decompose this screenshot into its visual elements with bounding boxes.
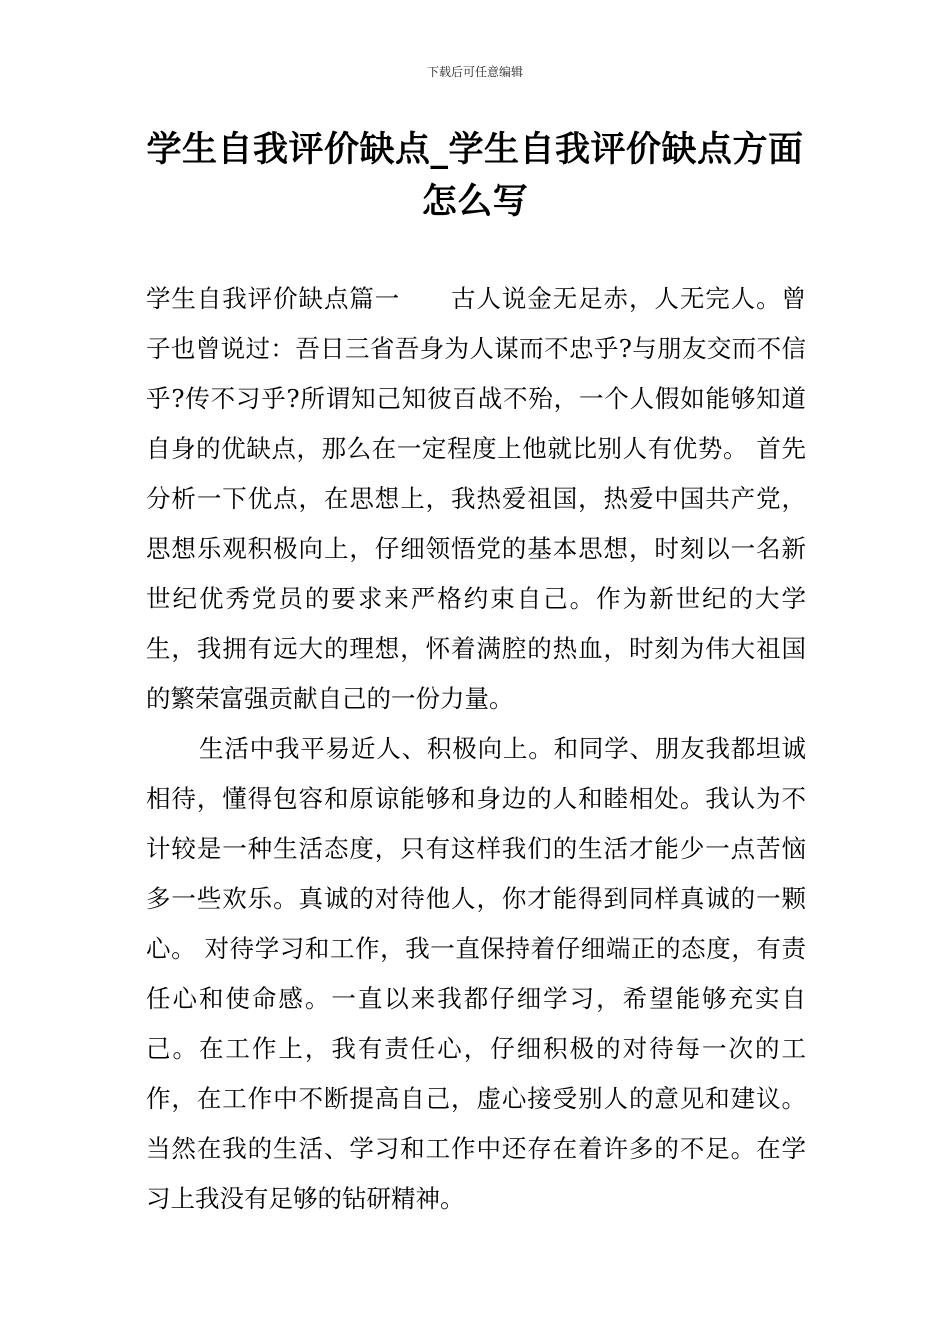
document-body: [146, 274, 806, 1224]
header-note: 下载后可任意编辑: [426, 65, 523, 79]
paragraph: 学生自我评价缺点篇一 古人说金无足赤，人无完人。曾子也曾说过：吾日三省吾身为人谋而不忠乎?与朋友交而不信乎?传不习乎?所谓知己知彼百战不殆，一个人假如能够知道自身的优缺点，那么在一定程度上他就比别人有优势。 首先分析一下优点，在思想上，我热爱祖国，热爱中国共产党，思想乐观积极向上，仔细领悟党的基本思想，时刻以一名新世纪优秀党员的要求来严格约束自己。作为新世纪的大学生，我拥有远大的理想，怀着满腔的热血，时刻为伟大祖国的繁荣富强贡献自己的一份力量。: [146, 284, 806, 713]
document-title: 学生自我评价缺点_学生自我评价缺点方面怎么写: [146, 130, 804, 222]
paragraph: 生活中我平易近人、积极向上。和同学、朋友我都坦诚相待，懂得包容和原谅能够和身边的人和睦相处。我认为不计较是一种生活态度，只有这样我们的生活才能少一点苦恼多一些欢乐。真诚的对待他人，你才能得到同样真诚的一颗心。 对待学习和工作，我一直保持着仔细端正的态度，有责任心和使命感。一直以来我都仔细学习，希望能够充实自己。在工作上，我有责任心，仔细积极的对待每一次的工作，在工作中不断提高自己，虚心接受别人的意见和建议。 当然在我的生活、学习和工作中还存在着许多的不足。在学习上我没有足够的钻研精神。: [146, 734, 806, 1213]
